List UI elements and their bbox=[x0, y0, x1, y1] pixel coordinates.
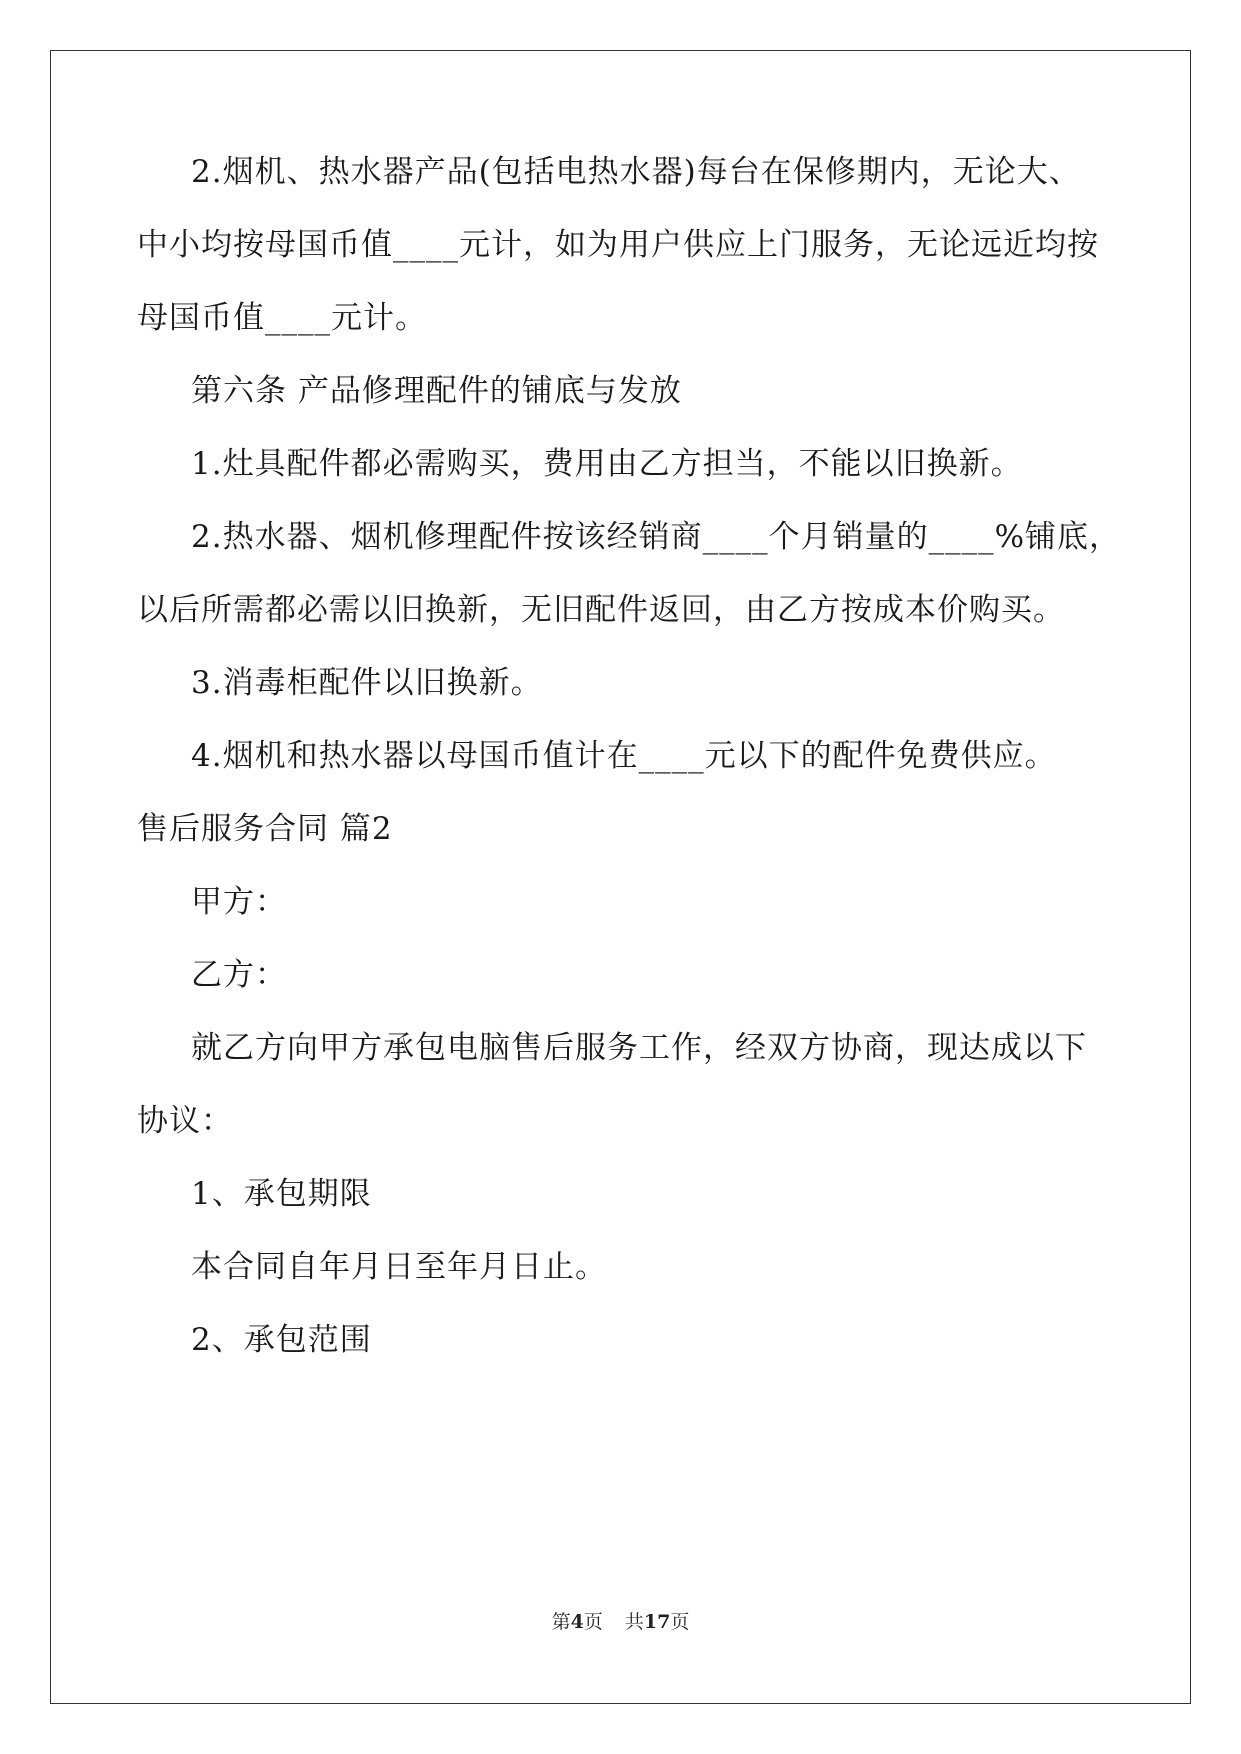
total-prefix: 共 bbox=[624, 1611, 644, 1633]
text-line-14: 协议： bbox=[137, 1103, 233, 1139]
party-a-label: 甲方： bbox=[191, 884, 287, 920]
text-line-3: 母国币值____元计。 bbox=[137, 300, 427, 336]
text-line-7: 以后所需都必需以旧换新，无旧配件返回，由乙方按成本价购买。 bbox=[137, 592, 1065, 628]
text-line-16: 本合同自年月日至年月日止。 bbox=[191, 1249, 607, 1285]
total-suffix: 页 bbox=[670, 1611, 690, 1633]
page-number: 4 bbox=[570, 1611, 584, 1633]
page-footer bbox=[0, 1610, 1241, 1634]
section-heading-article-6: 第六条 产品修理配件的铺底与发放 bbox=[191, 373, 682, 409]
text-line-9: 4.烟机和热水器以母国币值计在____元以下的配件免费供应。 bbox=[191, 738, 1057, 774]
clause-heading-scope: 2、承包范围 bbox=[191, 1322, 372, 1358]
text-line-5: 1.灶具配件都必需购买，费用由乙方担当，不能以旧换新。 bbox=[191, 446, 1023, 482]
text-line-6: 2.热水器、烟机修理配件按该经销商____个月销量的____%铺底， bbox=[191, 519, 1122, 555]
total-pages: 17 bbox=[643, 1611, 671, 1633]
clause-heading-term: 1、承包期限 bbox=[191, 1176, 372, 1212]
page-suffix: 页 bbox=[583, 1611, 603, 1633]
page-prefix: 第 bbox=[551, 1611, 571, 1633]
text-line-1: 2.烟机、热水器产品(包括电热水器)每台在保修期内，无论大、 bbox=[191, 154, 1081, 190]
text-line-8: 3.消毒柜配件以旧换新。 bbox=[191, 665, 543, 701]
document-subtitle: 售后服务合同 篇2 bbox=[137, 811, 393, 847]
text-line-2: 中小均按母国币值____元计，如为用户供应上门服务，无论远近均按 bbox=[137, 227, 1099, 263]
party-b-label: 乙方： bbox=[191, 957, 287, 993]
text-line-13: 就乙方向甲方承包电脑售后服务工作，经双方协商，现达成以下 bbox=[191, 1030, 1087, 1066]
